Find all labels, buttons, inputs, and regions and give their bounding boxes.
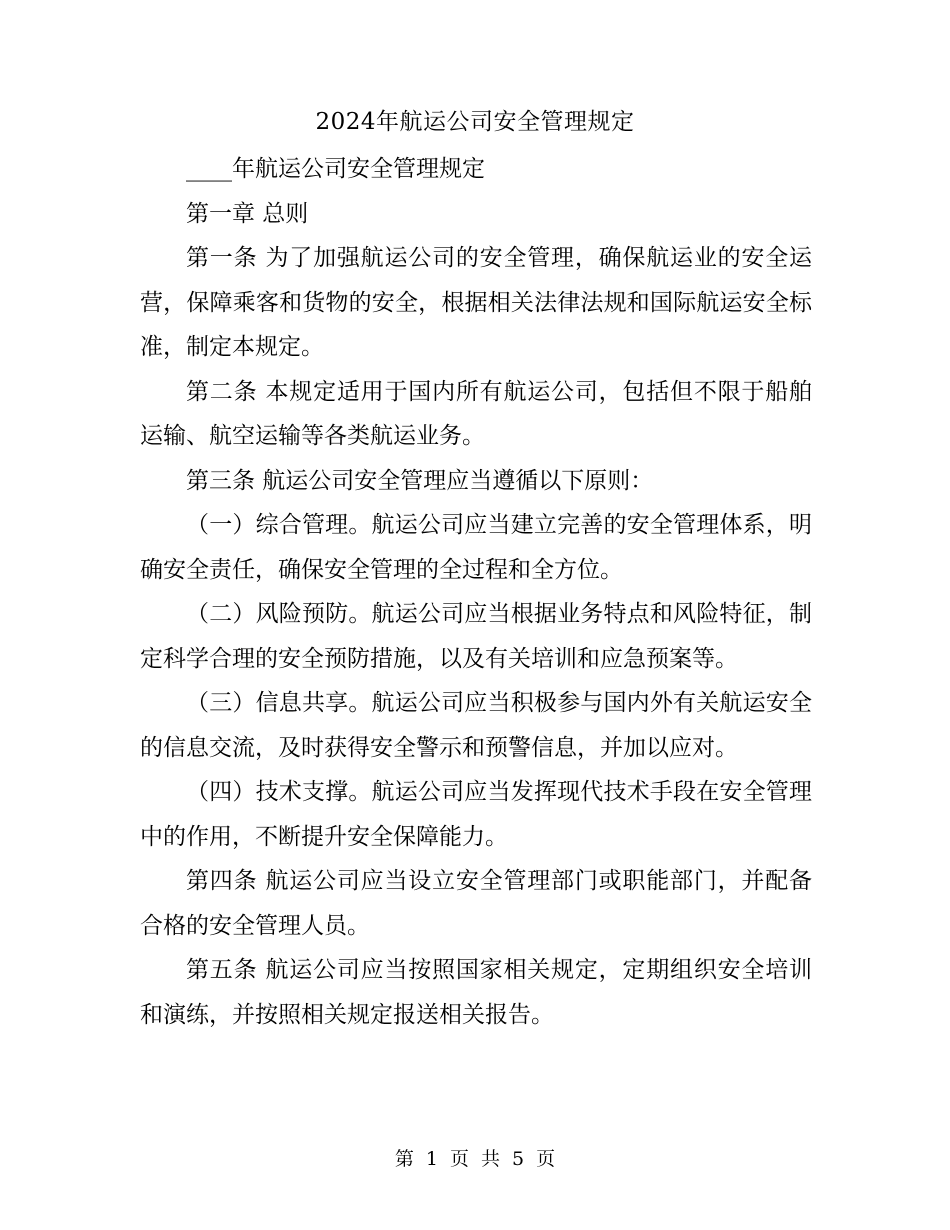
article-1: 第一条 为了加强航运公司的安全管理，确保航运业的安全运营，保障乘客和货物的安全，根据相关法律法规和国际航运安全标准，制定本规定。 xyxy=(140,245,812,360)
article-5: 第五条 航运公司应当按照国家相关规定，定期组织安全培训和演练，并按照相关规定报送相关报告。 xyxy=(140,957,812,1028)
article-4: 第四条 航运公司应当设立安全管理部门或职能部门，并配备合格的安全管理人员。 xyxy=(140,868,812,939)
article-3-item-2: （二）风险预防。航运公司应当根据业务特点和风险特征，制定科学合理的安全预防措施，以及有关培训和应急预案等。 xyxy=(140,601,812,672)
article-3-item-1: （一）综合管理。航运公司应当建立完善的安全管理体系，明确安全责任，确保安全管理的全过程和全方位。 xyxy=(140,512,812,583)
article-3-item-4: （四）技术支撑。航运公司应当发挥现代技术手段在安全管理中的作用，不断提升安全保障能力。 xyxy=(140,779,812,850)
article-3: 第三条 航运公司安全管理应当遵循以下原则： xyxy=(186,467,654,494)
page-number-footer: 第 1 页 共 5 页 xyxy=(394,1148,556,1170)
chapter-heading: 第一章 总则 xyxy=(186,200,309,227)
document-subtitle: ____年航运公司安全管理规定 xyxy=(186,156,485,182)
article-3-item-3: （三）信息共享。航运公司应当积极参与国内外有关航运安全的信息交流，及时获得安全警示和预警信息，并加以应对。 xyxy=(140,690,812,761)
article-2: 第二条 本规定适用于国内所有航运公司，包括但不限于船舶运输、航空运输等各类航运业务。 xyxy=(140,378,812,449)
document-title: 2024年航运公司安全管理规定 xyxy=(315,109,635,135)
document-body xyxy=(140,147,812,1037)
